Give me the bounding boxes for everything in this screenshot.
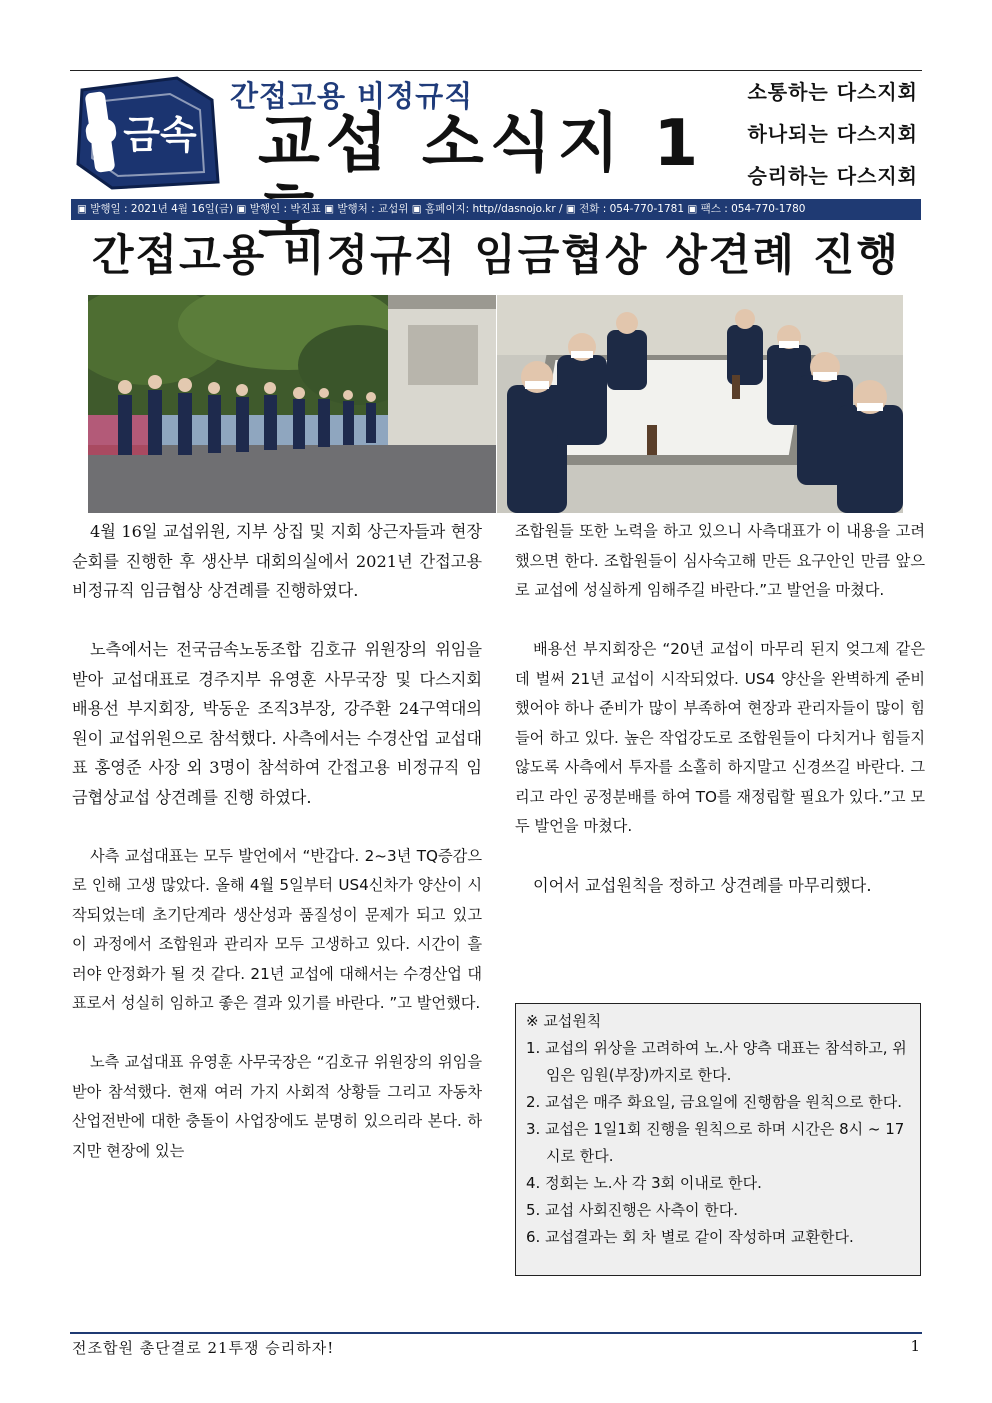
logo-text: 금속	[123, 113, 197, 157]
principles-list	[526, 1035, 910, 1251]
principles-title: ※ 교섭원칙	[526, 1012, 602, 1030]
paragraph-labor-side: 노측에서는 전국금속노동조합 김호규 위원장의 위임을 받아 교섭대표로 경주지부 유영훈 사무국장 및 다스지회 배용선 부지회장, 박동운 조직3부장, 강주환 24구역대의원이 교섭위원으로 참석했다. 사측에서는 수경산업 교섭대표 홍영준 사장 외 3명이 참석하여 간접고용 비정규직 임금협상교섭 상견례를 진행 하였다.	[72, 640, 482, 807]
page-number: 1	[910, 1337, 920, 1355]
slogan-3: 승리하는 다스지회	[747, 164, 918, 188]
paragraph-closing: 이어서 교섭원칙을 정하고 상견례를 마무리했다.	[533, 876, 872, 895]
paragraph-labor-remarks: 노측 교섭대표 유영훈 사무국장은 “김호규 위원장의 위임을 받아 참석했다. 현재 여러 가지 사회적 상황들 그리고 자동차 산업전반에 대한 충돌이 사업장에도 분명히 있으리라 본다. 하지만 현장에 있는	[72, 1053, 482, 1160]
paragraph-intro: 4월 16일 교섭위원, 지부 상집 및 지회 상근자들과 현장순회를 진행한 후 생산부 대회의실에서 2021년 간접고용 비정규직 임금협상 상견례를 진행하였다.	[72, 522, 482, 600]
negotiation-principles-box	[515, 1003, 921, 1276]
principle-item: 3. 교섭은 1일1회 진행을 원칙으로 하며 시간은 8시 ~ 17시로 한다.	[526, 1120, 905, 1165]
footer-slogan: 전조합원 총단결로 21투쟁 승리하자!	[72, 1339, 335, 1357]
slogan-2: 하나되는 다스지회	[747, 122, 918, 146]
paragraph-management-remarks: 사측 교섭대표는 모두 발언에서 “반갑다. 2~3년 TQ증감으로 인해 고생 많았다. 올해 4월 5일부터 US4신차가 양산이 시작되었는데 초기단계라 생산성과 품질성이 문제가 되고 있고 이 과정에서 조합원과 관리자 모두 고생하고 있다. 시간이 흘러야 안정화가 될 것 같다. 21년 교섭에 대해서는 수경산업 대표로서 성실히 임하고 좋은 결과 있기를 바란다. ”고 발언했다.	[72, 846, 482, 1012]
newsletter-title: 교섭 소식지 1	[258, 107, 705, 181]
paragraph-vice-chair-remarks: 배용선 부지회장은 “20년 교섭이 마무리 된지 엊그제 같은데 벌써 21년 교섭이 시작되었다. US4 양산을 완벽하게 준비했어야 하나 준비가 많이 부족하여 현장과 관리자들이 많이 힘들어 하고 있다. 높은 작업강도로 조합원들이 다치거나 힘들지 않도록 사측에서 투자를 소홀히 하지말고 신경쓰길 바란다. 그리고 라인 공정분배를 하여 TO를 재정립할 필요가 있다.”고 모두 발언을 마쳤다.	[515, 640, 925, 835]
article-column-right	[515, 517, 925, 930]
principle-item: 4. 정회는 노.사 각 3회 이내로 한다.	[526, 1174, 762, 1192]
union-logo	[72, 72, 222, 192]
article-column-left	[72, 517, 482, 1196]
principle-item: 5. 교섭 사회진행은 사측이 한다.	[526, 1201, 739, 1219]
publication-info-bar: ▣ 발행일 : 2021년 4월 16일(금) ▣ 발행인 : 박진표 ▣ 발행처 : 교섭위 ▣ 홈페이지: http//dasnojo.kr / ▣ 전화 : 054-770-1781 ▣ 팩스 : 054-770-1780	[71, 199, 921, 220]
photo-meeting-room	[497, 295, 903, 513]
principle-item: 6. 교섭결과는 회 차 별로 같이 작성하며 교환한다.	[526, 1228, 854, 1246]
article-headline: 간접고용 비정규직 임금협상 상견례 진행	[91, 231, 901, 281]
principle-item: 2. 교섭은 매주 화요일, 금요일에 진행함을 원칙으로 한다.	[526, 1093, 903, 1111]
header-rule	[70, 70, 922, 71]
principle-item: 1. 교섭의 위상을 고려하여 노.사 양측 대표는 참석하고, 위임은 임원(부장)까지로 한다.	[526, 1039, 907, 1084]
newsletter-subtitle: 간접고용 비정규직	[230, 79, 474, 113]
slogan-1: 소통하는 다스지회	[747, 80, 918, 104]
paragraph-labor-remarks-cont: 조합원들 또한 노력을 하고 있으니 사측대표가 이 내용을 고려했으면 한다. 조합원들이 심사숙고해 만든 요구안인 만큼 앞으로 교섭에 성실하게 임해주길 바란다.”고 발언을 마쳤다.	[515, 522, 925, 599]
footer-rule	[70, 1332, 922, 1334]
photo-site-tour	[88, 295, 496, 513]
